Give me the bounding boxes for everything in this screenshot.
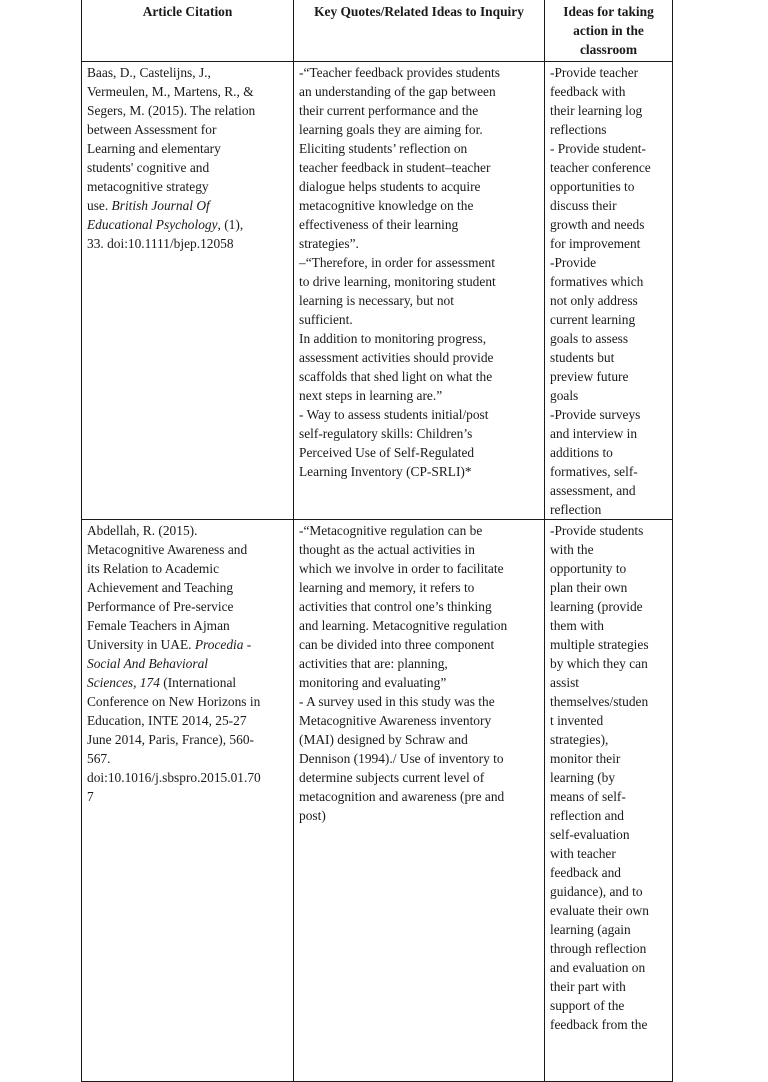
citation-doi: 33. doi:10.1111/bjep.12058 (87, 236, 234, 251)
action-line: assessment, and (550, 483, 636, 498)
action-line: - Provide student- (550, 141, 646, 156)
citation-line: 567. (87, 751, 111, 766)
action-line: growth and needs (550, 217, 645, 232)
quote-line: monitoring and evaluating” (299, 675, 447, 690)
action-line: support of the (550, 998, 625, 1013)
action-line: their learning log (550, 103, 643, 118)
journal-title: Sciences (87, 675, 134, 690)
quote-line: -“Metacognitive regulation can be (299, 523, 483, 538)
action-line: current learning (550, 312, 636, 327)
action-line: feedback and (550, 865, 622, 880)
action-line: evaluate their own (550, 903, 649, 918)
action-line: discuss their (550, 198, 617, 213)
action-line: formatives which (550, 274, 644, 289)
action-line: preview future (550, 369, 629, 384)
citation-line: Female Teachers in Ajman (87, 618, 230, 633)
citation-doi: doi:10.1016/j.sbspro.2015.01.70 (87, 770, 261, 785)
action-line: learning (again (550, 922, 631, 937)
action-line: goals (550, 388, 579, 403)
action-line: formatives, self- (550, 464, 638, 479)
quote-line: post) (299, 808, 326, 823)
quote-line: which we involve in order to facilitate (299, 561, 504, 576)
action-line: students but (550, 350, 615, 365)
action-line: t invented (550, 713, 604, 728)
quote-line: assessment activities should provide (299, 350, 494, 365)
quote-line: Dennison (1994)./ Use of inventory to (299, 751, 504, 766)
citation-line: University in UAE. Procedia - (87, 637, 252, 652)
action-line: strategies), (550, 732, 609, 747)
action-line: assist (550, 675, 580, 690)
quote-line: an understanding of the gap between (299, 84, 496, 99)
action-line: reflection and (550, 808, 624, 823)
citation-cell (82, 62, 294, 520)
journal-title: Social And Behavioral (87, 656, 208, 671)
quote-line: metacognitive knowledge on the (299, 198, 474, 213)
citation-line: Achievement and Teaching (87, 580, 234, 595)
header-key-quotes: Key Quotes/Related Ideas to Inquiry (294, 0, 545, 62)
quote-line: activities that control one’s thinking (299, 599, 492, 614)
citation-line: its Relation to Academic (87, 561, 220, 576)
quote-line: Metacognitive Awareness inventory (299, 713, 492, 728)
quote-line: self-regulatory skills: Children’s (299, 426, 473, 441)
action-line: reflections (550, 122, 607, 137)
action-line: guidance), and to (550, 884, 643, 899)
action-line: themselves/studen (550, 694, 649, 709)
action-line: goals to assess (550, 331, 629, 346)
quote-line: effectiveness of their learning (299, 217, 459, 232)
citation-line: metacognitive strategy (87, 179, 209, 194)
quotes-cell (294, 520, 545, 1082)
citation-line: Abdellah, R. (2015). (87, 523, 198, 538)
quote-line: their current performance and the (299, 103, 479, 118)
citation-line: students' cognitive and (87, 160, 210, 175)
quote-line: Learning Inventory (CP-SRLI)* (299, 464, 472, 479)
citation-line: Segers, M. (2015). The relation (87, 103, 256, 118)
quote-line: next steps in learning are.” (299, 388, 443, 403)
quote-line: -“Teacher feedback provides students (299, 65, 500, 80)
header-article-citation: Article Citation (82, 0, 294, 62)
citation-line: Learning and elementary (87, 141, 221, 156)
action-line: opportunities to (550, 179, 635, 194)
action-line: teacher conference (550, 160, 651, 175)
action-line: -Provide students (550, 523, 644, 538)
quote-line: metacognition and awareness (pre and (299, 789, 505, 804)
quote-line: dialogue helps students to acquire (299, 179, 481, 194)
citation-line: Performance of Pre-service (87, 599, 234, 614)
quote-line: teacher feedback in student–teacher (299, 160, 491, 175)
quote-line: strategies”. (299, 236, 359, 251)
action-line: learning (provide (550, 599, 643, 614)
quote-line: to drive learning, monitoring student (299, 274, 496, 289)
citation-line: Vermeulen, M., Martens, R., & (87, 84, 254, 99)
table-row (82, 520, 673, 1082)
quote-line: –“Therefore, in order for assessment (299, 255, 495, 270)
action-line: them with (550, 618, 604, 633)
quote-line: - A survey used in this study was the (299, 694, 495, 709)
action-line: -Provide teacher (550, 65, 639, 80)
quote-line: learning and memory, it refers to (299, 580, 475, 595)
citation-line: June 2014, Paris, France), 560- (87, 732, 254, 747)
journal-title: British Journal Of (111, 198, 210, 213)
action-line: and evaluation on (550, 960, 646, 975)
citation-line: Metacognitive Awareness and (87, 542, 248, 557)
header-row (82, 0, 673, 62)
citation-doi: 7 (87, 789, 94, 804)
actions-cell (545, 62, 673, 520)
quote-line: (MAI) designed by Schraw and (299, 732, 468, 747)
quote-line: In addition to monitoring progress, (299, 331, 487, 346)
journal-title: Educational Psychology (87, 217, 218, 232)
quotes-cell (294, 62, 545, 520)
action-line: and interview in (550, 426, 638, 441)
action-line: -Provide (550, 255, 597, 270)
quote-line: and learning. Metacognitive regulation (299, 618, 508, 633)
quote-line: activities that are: planning, (299, 656, 448, 671)
header-ideas-for-action: Ideas for taking action in the classroom (545, 0, 673, 62)
quote-line: Perceived Use of Self-Regulated (299, 445, 475, 460)
citation-cell (82, 520, 294, 1082)
quote-line: learning is necessary, but not (299, 293, 454, 308)
citation-line: use. British Journal Of (87, 198, 210, 213)
quote-line: scaffolds that shed light on what the (299, 369, 493, 384)
inquiry-table (81, 0, 673, 1082)
action-line: by which they can (550, 656, 648, 671)
action-line: with the (550, 542, 594, 557)
action-line: monitor their (550, 751, 621, 766)
citation-line: Education, INTE 2014, 25-27 (87, 713, 247, 728)
action-line: through reflection (550, 941, 647, 956)
quote-line: - Way to assess students initial/post (299, 407, 489, 422)
action-line: plan their own (550, 580, 628, 595)
action-line: reflection (550, 502, 602, 517)
actions-cell (545, 520, 673, 1082)
action-line: opportunity to (550, 561, 627, 576)
action-line: additions to (550, 445, 613, 460)
action-line: not only address (550, 293, 638, 308)
quote-line: sufficient. (299, 312, 353, 327)
table-row (82, 62, 673, 520)
action-line: self-evaluation (550, 827, 630, 842)
action-line: with teacher (550, 846, 616, 861)
journal-volume: , 174 (133, 675, 160, 690)
action-line: feedback from the (550, 1017, 648, 1032)
citation-line: between Assessment for (87, 122, 217, 137)
citation-line: Sciences, 174 (International (87, 675, 237, 690)
action-line: multiple strategies (550, 637, 649, 652)
citation-line: Baas, D., Castelijns, J., (87, 65, 211, 80)
action-line: learning (by (550, 770, 616, 785)
citation-line (87, 654, 288, 673)
quote-line: Eliciting students’ reflection on (299, 141, 468, 156)
action-line: -Provide surveys (550, 407, 641, 422)
action-line: feedback with (550, 84, 626, 99)
quote-line: can be divided into three component (299, 637, 495, 652)
citation-line: Educational Psychology, (1), (87, 217, 244, 232)
citation-line: Conference on New Horizons in (87, 694, 261, 709)
quote-line: thought as the actual activities in (299, 542, 475, 557)
action-line: for improvement (550, 236, 641, 251)
quote-line: determine subjects current level of (299, 770, 485, 785)
quote-line: learning goals they are aiming for. (299, 122, 483, 137)
action-line: means of self- (550, 789, 626, 804)
journal-title: Procedia - (194, 637, 252, 652)
action-line: their part with (550, 979, 626, 994)
